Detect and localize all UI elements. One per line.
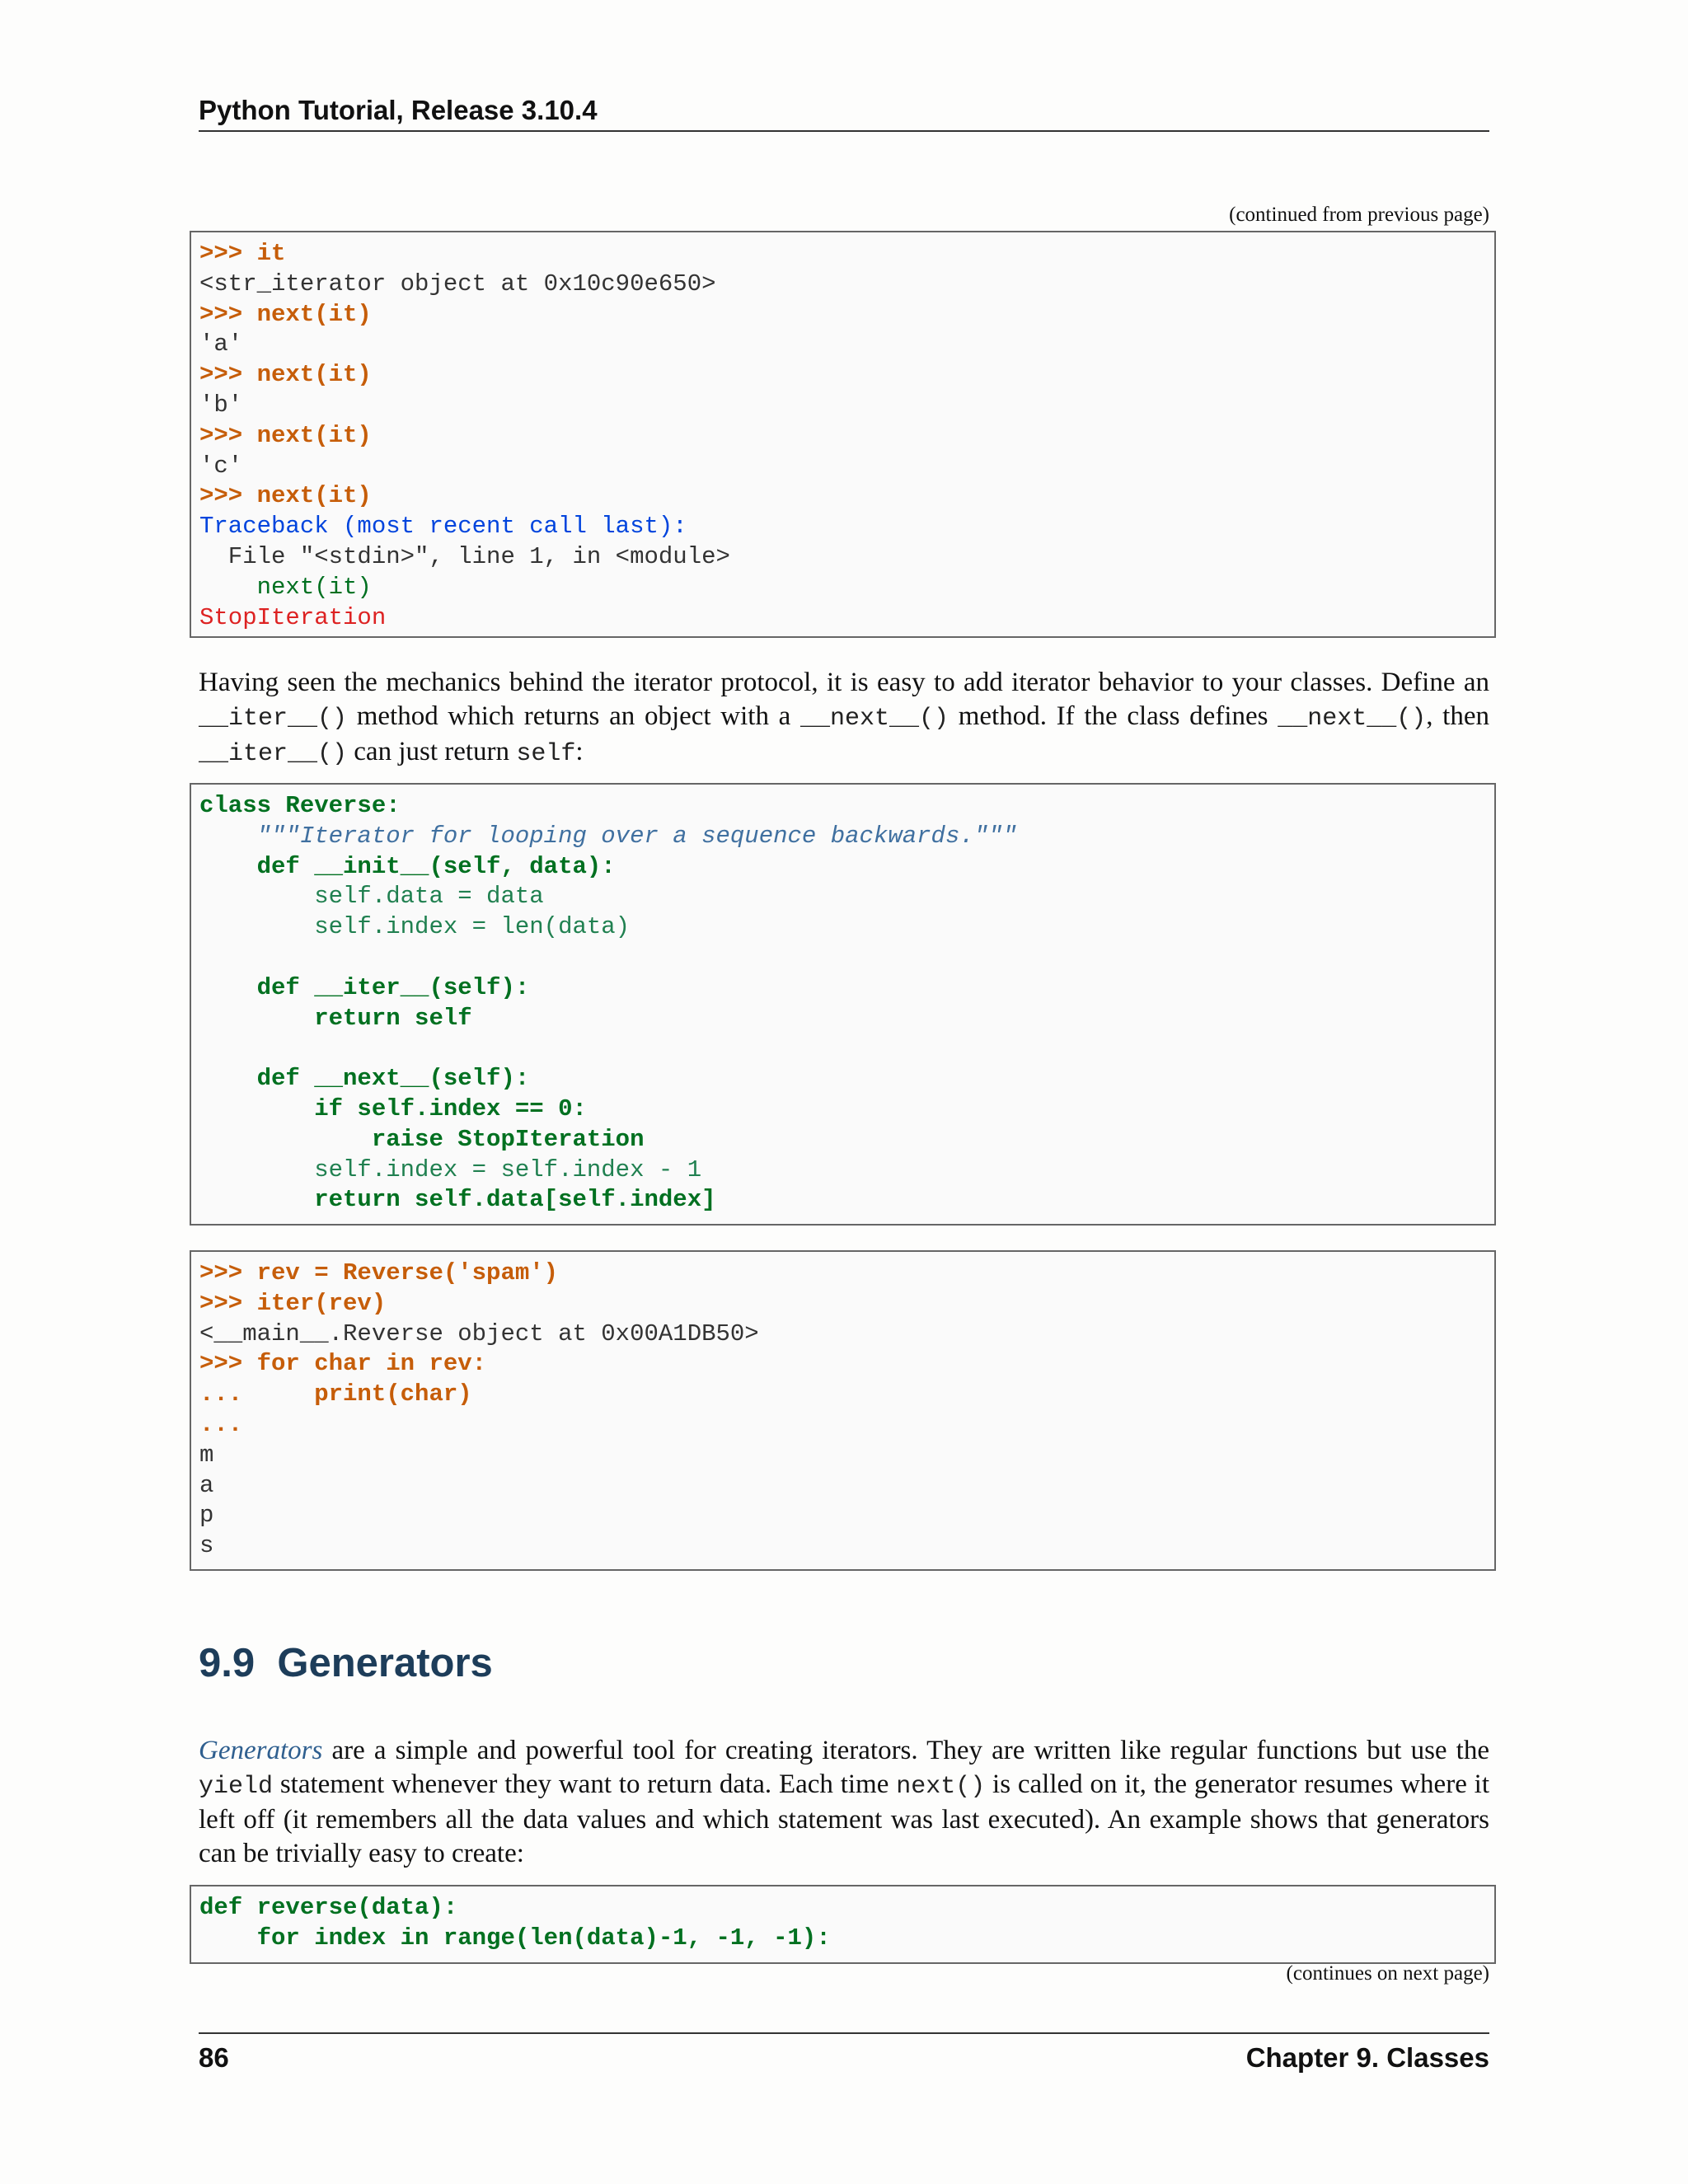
- code-line: 'c': [199, 452, 243, 480]
- chapter-title: Chapter 9. Classes: [1245, 2042, 1489, 2073]
- code-line: a: [199, 1471, 214, 1499]
- code-line: >>> iter(rev): [199, 1289, 387, 1317]
- code-line: if self.index == 0:: [199, 1094, 587, 1122]
- running-header: [199, 92, 1489, 132]
- code-block-iterator-demo: [190, 231, 1496, 638]
- code-line: def __next__(self):: [199, 1065, 530, 1093]
- code-line: return self.data[self.index]: [199, 1186, 716, 1214]
- section-heading: [199, 1640, 493, 1686]
- code-line: File "<stdin>", line 1, in <module>: [199, 542, 730, 570]
- code-reverse-demo: [199, 1258, 1486, 1562]
- code-line: def __iter__(self):: [199, 973, 530, 1001]
- page-number: 86: [199, 2042, 229, 2073]
- code-line: m: [199, 1441, 214, 1469]
- code-line: StopIteration: [199, 603, 387, 631]
- code-line: >>> next(it): [199, 361, 372, 389]
- code-line: >>> for char in rev:: [199, 1350, 487, 1378]
- continued-from-note: (continued from previous page): [1229, 204, 1489, 226]
- code-line: s: [199, 1532, 214, 1560]
- code-line: class Reverse:: [199, 792, 401, 819]
- code-line: 'b': [199, 391, 243, 419]
- code-line: self.index = self.index - 1: [199, 1155, 702, 1183]
- code-line: ...: [199, 1410, 243, 1438]
- continues-on-note: (continues on next page): [1286, 1962, 1489, 1985]
- inline-code: yield: [199, 1772, 274, 1801]
- inline-code: __next__(): [799, 704, 950, 733]
- inline-code: __iter__(): [199, 704, 348, 733]
- code-line: self.data = data: [199, 883, 544, 911]
- code-line: >>> it: [199, 240, 286, 267]
- paragraph-iterator-protocol: Having seen the mechanics behind the iterator protocol, it is easy to add iterator behavior to your classes. Define an __iter__() method which returns an object with a __next__() method. If the class defines __next__(), then __iter__() can just return self:: [199, 668, 1489, 768]
- code-line: return self: [199, 1004, 472, 1032]
- code-line: ... print(char): [199, 1380, 472, 1408]
- section-number: 9.9: [199, 1641, 256, 1685]
- inline-code: __iter__(): [199, 740, 348, 768]
- generators-link[interactable]: Generators: [199, 1736, 323, 1765]
- code-line: 'a': [199, 330, 243, 359]
- code-line: >>> next(it): [199, 482, 372, 510]
- code-line: <__main__.Reverse object at 0x00A1DB50>: [199, 1319, 759, 1347]
- code-block-reverse-demo: [190, 1250, 1496, 1571]
- inline-code: next(): [896, 1772, 986, 1801]
- page-footer: [199, 2032, 1489, 2074]
- code-reverse-class: [199, 791, 1486, 1216]
- code-line: <str_iterator object at 0x10c90e650>: [199, 269, 716, 298]
- code-line: """Iterator for looping over a sequence backwards.""": [199, 822, 1017, 850]
- code-line: def __init__(self, data):: [199, 852, 616, 880]
- code-line: next(it): [199, 573, 372, 601]
- code-block-generator: [190, 1885, 1496, 1964]
- code-iterator-demo: [199, 239, 1486, 633]
- code-line: >>> next(it): [199, 300, 372, 328]
- inline-code: self: [516, 740, 576, 768]
- inline-code: __next__(): [1278, 704, 1427, 733]
- code-line: raise StopIteration: [199, 1125, 645, 1153]
- code-line: p: [199, 1502, 214, 1530]
- code-line: >>> rev = Reverse('spam'): [199, 1259, 559, 1286]
- code-block-reverse-class: [190, 783, 1496, 1226]
- code-line: >>> next(it): [199, 421, 372, 449]
- code-line: for index in range(len(data)-1, -1, -1):: [199, 1924, 831, 1952]
- code-line: Traceback (most recent call last):: [199, 513, 687, 541]
- code-generator: [199, 1893, 1486, 1954]
- code-line: self.index = len(data): [199, 913, 631, 941]
- section-title: Generators: [277, 1641, 493, 1685]
- code-line: def reverse(data):: [199, 1894, 458, 1921]
- paragraph-generators: Generators are a simple and powerful tool for creating iterators. They are written like regular functions but use the yield statement whenever they want to return data. Each time next() is called on it, the generator resumes where it left off (it remembers all the data values and which statement was last executed). An example shows that generators can be trivially easy to create:: [199, 1736, 1489, 1868]
- running-title: Python Tutorial, Release 3.10.4: [199, 95, 598, 125]
